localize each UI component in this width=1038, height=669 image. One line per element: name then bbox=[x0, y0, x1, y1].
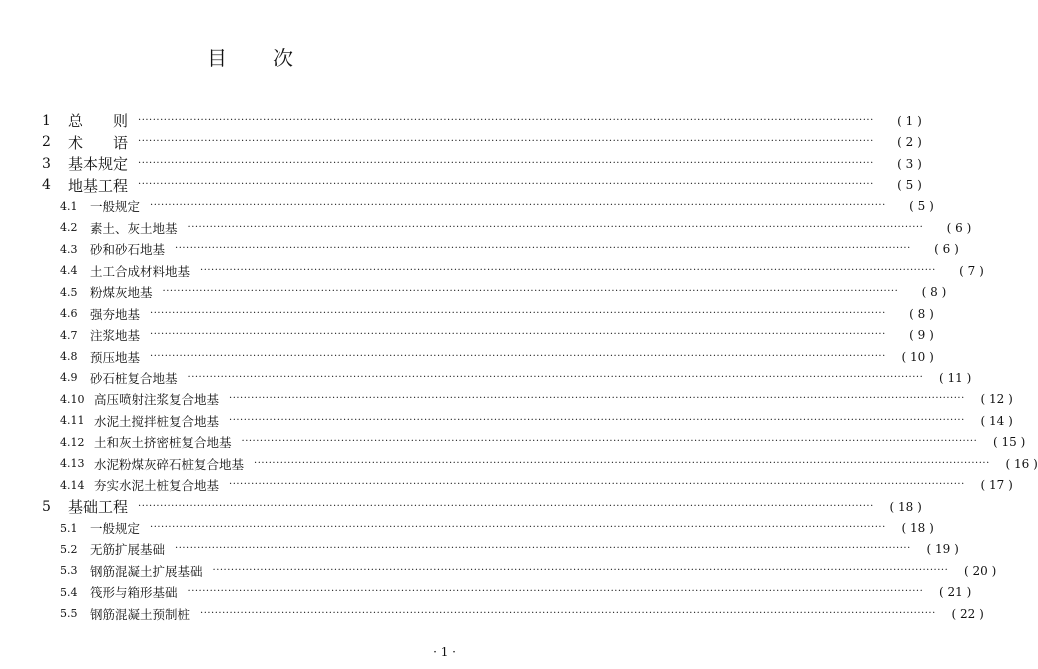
toc-leader-dots: ········································································································································································································ bbox=[150, 307, 886, 319]
toc-entry[interactable] bbox=[42, 174, 922, 195]
title-part1: 目 bbox=[207, 46, 229, 70]
toc-entry-number: 4.2 bbox=[60, 221, 78, 235]
toc-entry-number: 5.4 bbox=[60, 585, 78, 599]
toc-leader-dots: ········································································································································································································ bbox=[200, 607, 936, 619]
toc-entry-number: 4.13 bbox=[60, 457, 85, 471]
toc-entry-page: ( 15 ) bbox=[993, 435, 1026, 450]
toc-entry[interactable] bbox=[42, 260, 984, 281]
toc-entry[interactable] bbox=[42, 217, 972, 238]
toc-entry-number: 1 bbox=[42, 112, 51, 129]
toc-leader-dots: ········································································································································································································ bbox=[150, 200, 886, 212]
toc-entry-page: ( 18 ) bbox=[889, 499, 922, 514]
page-number: · 1 · bbox=[433, 645, 456, 659]
toc-entry[interactable] bbox=[42, 474, 1013, 495]
toc-leader-dots: ········································································································································································································ bbox=[138, 136, 874, 148]
toc-entry-label: 素土、灰土地基 bbox=[90, 220, 178, 236]
toc-entry[interactable] bbox=[42, 324, 934, 345]
toc-entry[interactable] bbox=[42, 453, 1038, 474]
toc-entry-page: ( 10 ) bbox=[901, 349, 934, 364]
toc-entry-label: 砂石桩复合地基 bbox=[90, 370, 178, 386]
toc-leader-dots: ········································································································································································································ bbox=[200, 264, 936, 276]
toc-entry-number: 3 bbox=[42, 155, 51, 172]
toc-entry-label: 筏形与箱形基础 bbox=[90, 585, 178, 601]
toc-entry[interactable] bbox=[42, 110, 922, 131]
toc-entry-number: 4.14 bbox=[60, 478, 85, 492]
toc-entry-page: ( 3 ) bbox=[897, 156, 922, 171]
toc-entry-label: 术 语 bbox=[68, 133, 129, 152]
toc-leader-dots: ········································································································································································································ bbox=[175, 543, 911, 555]
toc-entry-page: ( 18 ) bbox=[901, 521, 934, 536]
toc-entry-label: 一般规定 bbox=[90, 521, 141, 537]
toc-entry-label: 无筋扩展基础 bbox=[90, 542, 166, 558]
toc-entry-label: 水泥土搅拌桩复合地基 bbox=[94, 413, 220, 429]
toc-entry-number: 5.2 bbox=[60, 542, 78, 556]
toc-entry-label: 总 则 bbox=[68, 112, 129, 131]
toc-entry-label: 高压喷射注浆复合地基 bbox=[94, 392, 220, 408]
toc-entry-number: 2 bbox=[42, 134, 51, 151]
toc-entry[interactable] bbox=[42, 346, 934, 367]
toc-entry-number: 4.5 bbox=[60, 285, 78, 299]
toc-entry[interactable] bbox=[42, 603, 984, 624]
title-part2: 次 bbox=[273, 46, 295, 70]
toc-entry-page: ( 20 ) bbox=[964, 563, 997, 578]
toc-entry-label: 砂和砂石地基 bbox=[90, 242, 166, 258]
toc-entry-label: 注浆地基 bbox=[90, 328, 141, 344]
toc-entry[interactable] bbox=[42, 282, 947, 303]
toc-entry[interactable] bbox=[42, 582, 972, 603]
toc-leader-dots: ········································································································································································································ bbox=[162, 286, 899, 298]
toc-leader-dots: ········································································································································································································ bbox=[254, 457, 990, 469]
table-of-contents bbox=[42, 110, 1038, 625]
toc-entry-label: 基础工程 bbox=[68, 498, 129, 517]
toc-leader-dots: ········································································································································································································ bbox=[138, 157, 874, 169]
toc-entry-page: ( 21 ) bbox=[939, 585, 972, 600]
toc-entry-label: 钢筋混凝土预制桩 bbox=[90, 606, 191, 622]
toc-entry-page: ( 11 ) bbox=[939, 370, 972, 385]
toc-entry[interactable] bbox=[42, 432, 1026, 453]
toc-leader-dots: ········································································································································································································ bbox=[138, 114, 874, 126]
toc-leader-dots: ········································································································································································································ bbox=[150, 350, 886, 362]
toc-leader-dots: ········································································································································································································ bbox=[187, 221, 924, 233]
toc-entry-label: 基本规定 bbox=[68, 155, 129, 174]
toc-entry-number: 4.4 bbox=[60, 264, 78, 278]
toc-entry-number: 4.12 bbox=[60, 435, 85, 449]
toc-entry-page: ( 19 ) bbox=[926, 542, 959, 557]
toc-entry-number: 4.6 bbox=[60, 307, 78, 321]
toc-entry-page: ( 8 ) bbox=[921, 285, 947, 300]
toc-entry-number: 4.3 bbox=[60, 242, 78, 256]
toc-entry-page: ( 17 ) bbox=[980, 478, 1013, 493]
toc-leader-dots: ········································································································································································································ bbox=[187, 586, 924, 598]
toc-leader-dots: ········································································································································································································ bbox=[187, 371, 924, 383]
toc-entry-number: 4.8 bbox=[60, 350, 78, 364]
toc-entry-label: 夯实水泥土桩复合地基 bbox=[94, 478, 220, 494]
toc-leader-dots: ········································································································································································································ bbox=[138, 500, 874, 512]
toc-entry-page: ( 5 ) bbox=[897, 178, 922, 193]
toc-leader-dots: ········································································································································································································ bbox=[241, 436, 978, 448]
toc-entry-page: ( 2 ) bbox=[897, 135, 922, 150]
toc-entry[interactable] bbox=[42, 153, 922, 174]
toc-leader-dots: ········································································································································································································ bbox=[138, 179, 874, 191]
toc-entry-label: 土和灰土挤密桩复合地基 bbox=[94, 435, 232, 451]
toc-entry-page: ( 7 ) bbox=[959, 263, 984, 278]
toc-leader-dots: ········································································································································································································ bbox=[229, 414, 965, 426]
toc-entry-label: 土工合成材料地基 bbox=[90, 263, 191, 279]
toc-entry-page: ( 9 ) bbox=[909, 328, 934, 343]
toc-entry-label: 粉煤灰地基 bbox=[90, 285, 153, 301]
toc-entry-page: ( 8 ) bbox=[909, 306, 934, 321]
toc-entry-number: 4.9 bbox=[60, 371, 78, 385]
toc-entry-page: ( 6 ) bbox=[946, 220, 972, 235]
page-title bbox=[0, 42, 502, 71]
toc-entry-label: 地基工程 bbox=[68, 176, 129, 195]
toc-entry[interactable] bbox=[42, 539, 959, 560]
toc-leader-dots: ········································································································································································································ bbox=[175, 243, 911, 255]
toc-entry-number: 4.11 bbox=[60, 414, 85, 428]
toc-leader-dots: ········································································································································································································ bbox=[229, 479, 965, 491]
toc-entry[interactable] bbox=[42, 239, 959, 260]
toc-entry[interactable] bbox=[42, 517, 934, 538]
toc-leader-dots: ········································································································································································································ bbox=[212, 564, 949, 576]
toc-entry-page: ( 22 ) bbox=[951, 606, 984, 621]
toc-entry[interactable] bbox=[42, 131, 922, 152]
toc-leader-dots: ········································································································································································································ bbox=[229, 393, 965, 405]
toc-entry[interactable] bbox=[42, 303, 934, 324]
toc-entry-number: 5.1 bbox=[60, 521, 78, 535]
toc-entry-number: 4.10 bbox=[60, 392, 85, 406]
toc-entry-label: 水泥粉煤灰碎石桩复合地基 bbox=[94, 456, 245, 472]
toc-entry-page: ( 6 ) bbox=[934, 242, 959, 257]
toc-entry-label: 一般规定 bbox=[90, 199, 141, 215]
toc-entry-label: 强夯地基 bbox=[90, 306, 141, 322]
toc-leader-dots: ········································································································································································································ bbox=[150, 522, 886, 534]
toc-entry[interactable] bbox=[42, 196, 934, 217]
toc-entry-number: 5 bbox=[42, 498, 51, 515]
toc-entry-page: ( 16 ) bbox=[1005, 456, 1038, 471]
toc-entry-label: 预压地基 bbox=[90, 349, 141, 365]
toc-entry-page: ( 1 ) bbox=[897, 113, 922, 128]
toc-entry-label: 钢筋混凝土扩展基础 bbox=[90, 563, 203, 579]
toc-entry-number: 4.7 bbox=[60, 328, 78, 342]
toc-entry-number: 5.3 bbox=[60, 564, 78, 578]
toc-entry-page: ( 5 ) bbox=[909, 199, 934, 214]
toc-entry-number: 4 bbox=[42, 177, 51, 194]
toc-entry[interactable] bbox=[42, 560, 997, 581]
toc-entry-page: ( 14 ) bbox=[980, 413, 1013, 428]
toc-entry-number: 4.1 bbox=[60, 199, 78, 213]
toc-entry-number: 5.5 bbox=[60, 607, 78, 621]
toc-entry[interactable] bbox=[42, 496, 922, 517]
toc-leader-dots: ········································································································································································································ bbox=[150, 329, 886, 341]
toc-entry[interactable] bbox=[42, 410, 1013, 431]
toc-entry[interactable] bbox=[42, 389, 1013, 410]
toc-entry[interactable] bbox=[42, 367, 972, 388]
toc-entry-page: ( 12 ) bbox=[980, 392, 1013, 407]
